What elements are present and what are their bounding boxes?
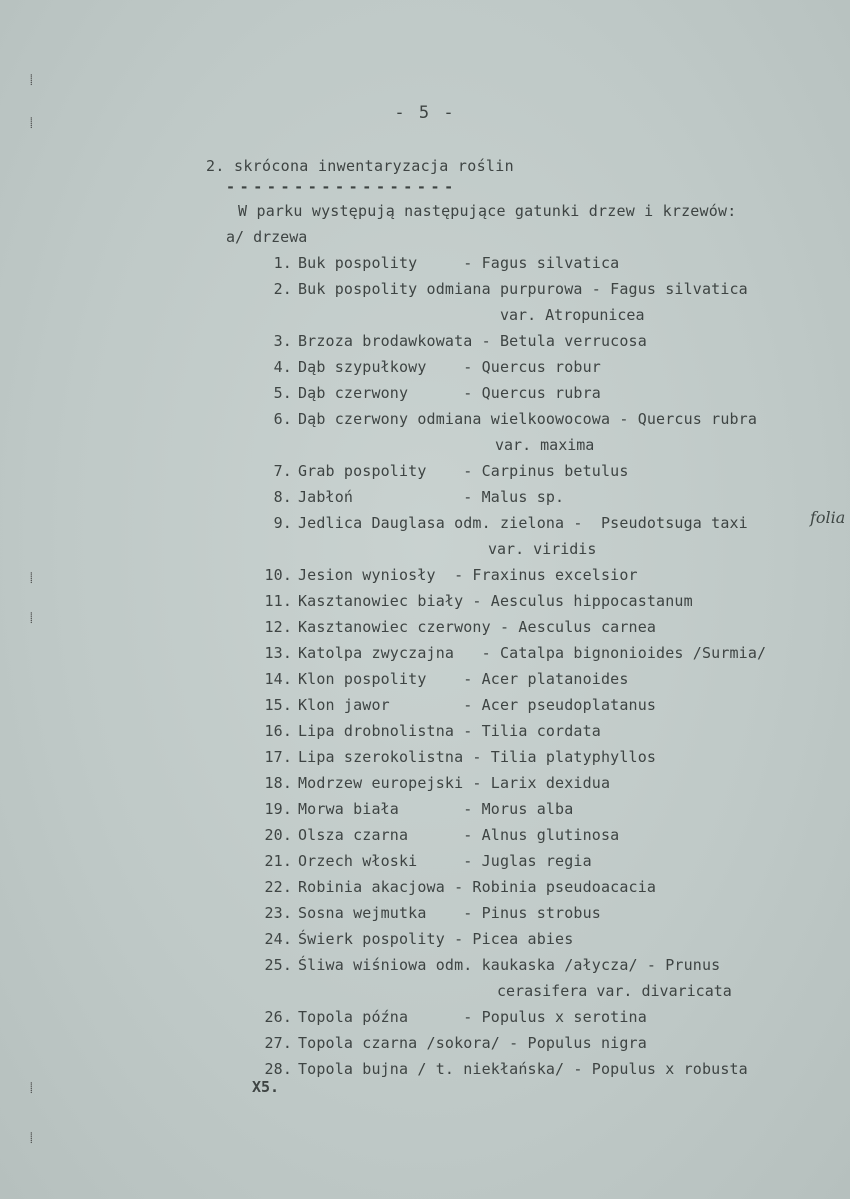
margin-mark: ⸽ (30, 75, 33, 86)
final-mark: X5. (252, 1078, 280, 1096)
item-continuation: var. Atropunicea (500, 306, 645, 324)
list-item (250, 592, 830, 612)
margin-mark: ⸽ (30, 1083, 33, 1094)
item-number: 23. (264, 904, 292, 922)
list-item (250, 1060, 830, 1080)
item-number: 19. (264, 800, 292, 818)
item-text: Klon jawor - Acer pseudoplatanus (298, 696, 657, 714)
list-item (250, 566, 830, 586)
item-text: Buk pospolity - Fagus silvatica (298, 254, 620, 272)
item-number: 26. (264, 1008, 292, 1026)
item-text: Lipa drobnolistna - Tilia cordata (298, 722, 601, 740)
list-item (250, 644, 830, 664)
subheading: a/ drzewa (226, 228, 308, 246)
item-number: 8. (273, 488, 292, 506)
margin-mark: ⸽ (30, 118, 33, 129)
item-text: Topola bujna / t. niekłańska/ - Populus x robusta (298, 1060, 748, 1078)
item-continuation: var. maxima (495, 436, 595, 454)
item-number: 21. (264, 852, 292, 870)
item-text: Brzoza brodawkowata - Betula verrucosa (298, 332, 647, 350)
heading-underline: ----------------- (226, 178, 458, 196)
item-text: Modrzew europejski - Larix dexidua (298, 774, 611, 792)
item-text: Buk pospolity odmiana purpurowa - Fagus silvatica (298, 280, 748, 298)
item-text: Morwa biała - Morus alba (298, 800, 574, 818)
item-text: Świerk pospolity - Picea abies (298, 930, 574, 948)
item-text: Dąb czerwony odmiana wielkoowocowa - Quercus rubra (298, 410, 758, 428)
item-text: Śliwa wiśniowa odm. kaukaska /ałycza/ - Prunus (298, 956, 721, 974)
list-item (250, 358, 830, 378)
item-text: Orzech włoski - Juglas regia (298, 852, 592, 870)
section-heading: 2. skrócona inwentaryzacja roślin (206, 157, 514, 175)
list-item (250, 514, 830, 534)
item-text: Olsza czarna - Alnus glutinosa (298, 826, 620, 844)
list-item (250, 488, 830, 508)
item-text: Jedlica Dauglasa odm. zielona - Pseudotsuga taxi (298, 514, 748, 532)
list-item (250, 930, 830, 950)
intro-text: W parku występują następujące gatunki drzew i krzewów: (238, 202, 737, 220)
list-item (250, 696, 830, 716)
item-number: 6. (273, 410, 292, 428)
margin-mark: ⸽ (30, 613, 33, 624)
item-text: Katolpa zwyczajna - Catalpa bignonioides /Surmia/ (298, 644, 767, 662)
item-number: 11. (264, 592, 292, 610)
list-item (250, 956, 830, 976)
item-number: 10. (264, 566, 292, 584)
item-number: 17. (264, 748, 292, 766)
list-item (250, 1034, 830, 1054)
list-item (250, 254, 830, 274)
list-item (250, 618, 830, 638)
list-item (250, 748, 830, 768)
list-item (250, 852, 830, 872)
list-item (250, 670, 830, 690)
item-text: Robinia akacjowa - Robinia pseudoacacia (298, 878, 657, 896)
list-item (250, 1008, 830, 1028)
item-text: Lipa szerokolistna - Tilia platyphyllos (298, 748, 657, 766)
item-number: 24. (264, 930, 292, 948)
list-item (250, 826, 830, 846)
page-number: - 5 - (394, 103, 456, 123)
list-item (250, 332, 830, 352)
item-number: 16. (264, 722, 292, 740)
item-text: Klon pospolity - Acer platanoides (298, 670, 629, 688)
item-text: Jesion wyniosły - Fraxinus excelsior (298, 566, 638, 584)
item-number: 12. (264, 618, 292, 636)
item-number: 20. (264, 826, 292, 844)
list-item (250, 774, 830, 794)
list-item (250, 722, 830, 742)
item-text: Topola czarna /sokora/ - Populus nigra (298, 1034, 647, 1052)
item-number: 22. (264, 878, 292, 896)
item-text: Kasztanowiec czerwony - Aesculus carnea (298, 618, 657, 636)
item-continuation: cerasifera var. divaricata (497, 982, 732, 1000)
item-continuation: var. viridis (488, 540, 597, 558)
item-number: 2. (273, 280, 292, 298)
list-item (250, 904, 830, 924)
item-text: Dąb szypułkowy - Quercus robur (298, 358, 601, 376)
list-item (250, 280, 830, 300)
list-item (250, 410, 830, 430)
item-number: 18. (264, 774, 292, 792)
item-text: Dąb czerwony - Quercus rubra (298, 384, 601, 402)
item-number: 9. (273, 514, 292, 532)
item-text: Topola późna - Populus x serotina (298, 1008, 647, 1026)
item-number: 7. (273, 462, 292, 480)
item-number: 28. (264, 1060, 292, 1078)
item-text: Sosna wejmutka - Pinus strobus (298, 904, 601, 922)
list-item (250, 384, 830, 404)
item-number: 15. (264, 696, 292, 714)
list-item (250, 878, 830, 898)
item-number: 13. (264, 644, 292, 662)
item-number: 27. (264, 1034, 292, 1052)
list-item (250, 800, 830, 820)
item-number: 14. (264, 670, 292, 688)
item-number: 4. (273, 358, 292, 376)
item-number: 1. (273, 254, 292, 272)
item-number: 3. (273, 332, 292, 350)
margin-mark: ⸽ (30, 1133, 33, 1144)
item-text: Grab pospolity - Carpinus betulus (298, 462, 629, 480)
item-text: Jabłoń - Malus sp. (298, 488, 565, 506)
item-number: 5. (273, 384, 292, 402)
item-text: Kasztanowiec biały - Aesculus hippocastanum (298, 592, 693, 610)
item-number: 25. (264, 956, 292, 974)
list-item (250, 462, 830, 482)
margin-mark: ⸽ (30, 573, 33, 584)
handwritten-note: folia (810, 508, 846, 527)
